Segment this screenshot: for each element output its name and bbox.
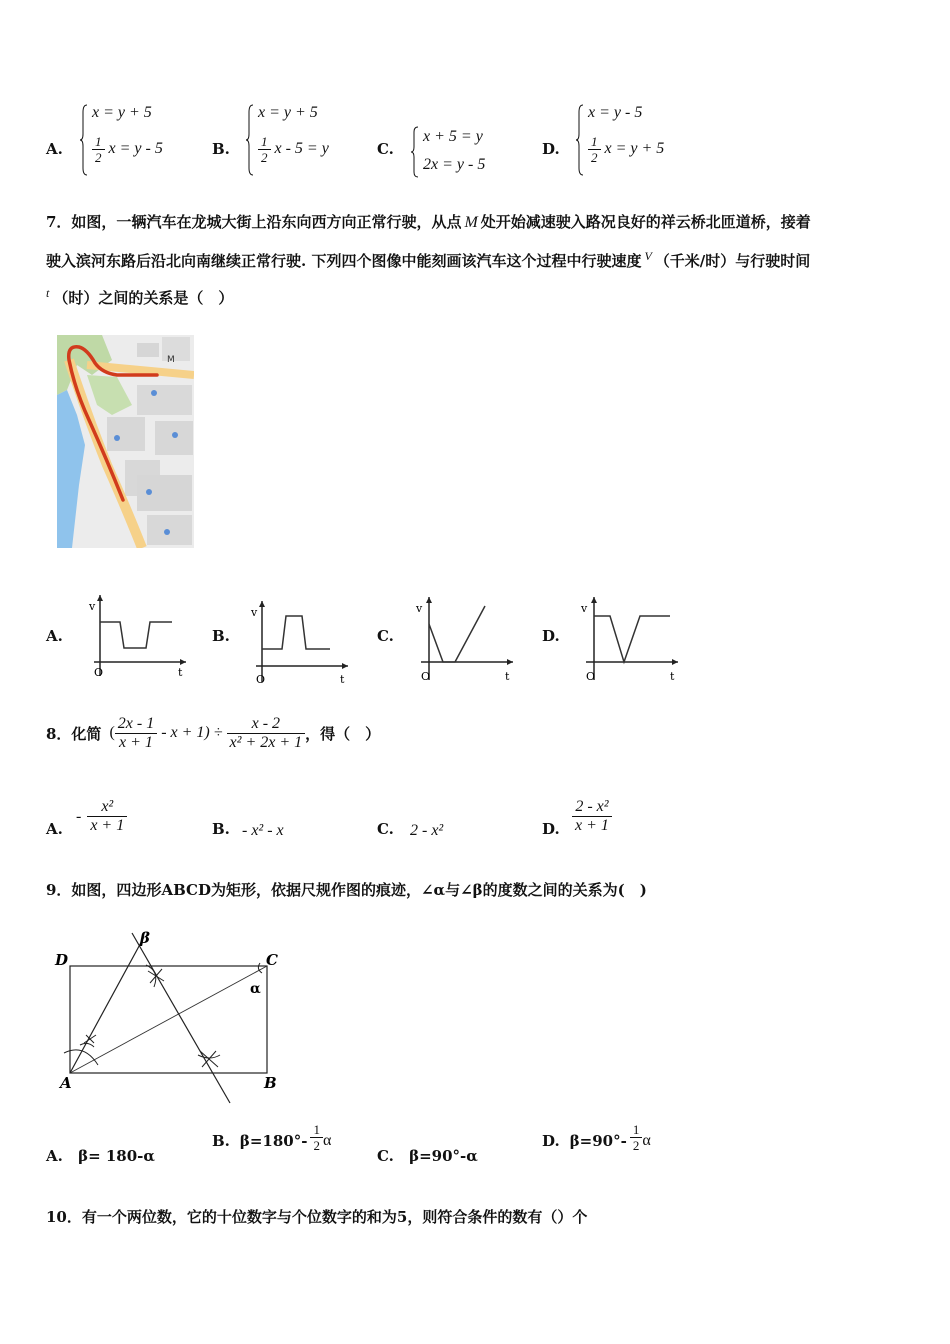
q6-option-c-label: C. xyxy=(377,140,394,158)
q8-option-b: - x² - x xyxy=(242,822,284,839)
q7-graph-c-label: C. xyxy=(377,627,394,645)
q7-map-image xyxy=(57,335,194,548)
q7-d-axis-t: t xyxy=(670,670,675,683)
q9-stem: 9．如图，四边形ABCD为矩形，依据尺规作图的痕迹，∠α与∠β的度数之间的关系为( ) xyxy=(46,881,647,899)
q9-angle-beta: β xyxy=(140,929,150,947)
q8-prefix: 8．化简 xyxy=(46,724,102,743)
q7-c-axis-t: t xyxy=(505,670,510,683)
q9-option-c: C. β=90°-α xyxy=(377,1147,478,1165)
q8-option-a: - $\frac{\text{x²}}{x + 1}$ xyxy=(76,798,127,835)
q9-angle-alpha: α xyxy=(250,981,261,997)
q7-a-axis-v: v xyxy=(89,600,96,613)
q6-option-b-label: B. xyxy=(212,140,230,158)
q7-graph-d xyxy=(578,594,683,684)
q9-option-a: A. β= 180-α xyxy=(46,1147,155,1165)
q6-c-row1: x + 5 = y xyxy=(423,128,483,145)
q8-frac1: $\frac{2x - 1}{x + 1}$ xyxy=(115,715,157,752)
q7-b-axis-v: v xyxy=(251,606,258,619)
q10-stem: 10．有一个两位数，它的十位数字与个位数字的和为5，则符合条件的数有（）个 xyxy=(46,1208,588,1226)
q7-graph-c xyxy=(413,594,518,684)
q8-suffix: ，得（ ） xyxy=(305,724,381,743)
q7-graph-a-label: A. xyxy=(46,627,63,645)
q7-a-axis-t: t xyxy=(178,666,183,679)
q6-c-row2: 2x = y - 5 xyxy=(423,156,486,173)
q7-a-axis-o: O xyxy=(94,666,104,679)
q9-option-d: D. β=90°- $\frac{1}{2}$ α xyxy=(542,1122,651,1153)
q7-c-axis-o: O xyxy=(421,670,431,683)
q6-a-row1: x = y + 5 xyxy=(92,104,152,121)
map-point-m-label: M xyxy=(167,355,175,365)
q9-point-c: C xyxy=(266,951,278,969)
q8-option-a-label: A. xyxy=(46,820,63,838)
q7-graph-b xyxy=(248,596,353,688)
q9-option-b: B. β=180°- $\frac{1}{2}$ α xyxy=(212,1122,332,1153)
q8-frac2: $\frac{x - 2}{\text{x² + 2x + 1}}$ xyxy=(227,715,306,752)
q9-point-a: A xyxy=(60,1074,72,1092)
q7-b-axis-t: t xyxy=(340,673,345,686)
q9-rectangle-figure xyxy=(50,925,290,1107)
q9-point-b: B xyxy=(264,1074,277,1092)
q7-d-axis-o: O xyxy=(586,670,596,683)
q6-b-row1: x = y + 5 xyxy=(258,104,318,121)
q8-option-d: $\frac{\text{2 - x²}}{x + 1}$ xyxy=(572,798,612,835)
q7-graph-b-label: B. xyxy=(212,627,230,645)
q9-point-d: D xyxy=(55,951,69,969)
q6-option-d-label: D. xyxy=(542,140,560,158)
q7-b-axis-o: O xyxy=(256,673,266,686)
q8-option-c-label: C. xyxy=(377,820,394,838)
q6-d-row1: x = y - 5 xyxy=(588,104,643,121)
q6-b-row2: $\frac{1}{2}$ x - 5 = y xyxy=(258,134,329,165)
q7-d-axis-v: v xyxy=(581,602,588,615)
q7-graph-a xyxy=(86,590,191,680)
q8-stem: 8．化简 ( $\frac{2x - 1}{x + 1}$ - x + 1) ÷ $\frac{x - 2}{\text{x² + 2x + 1}}$ ，得（ ） xyxy=(46,714,381,751)
q7-c-axis-v: v xyxy=(416,602,423,615)
q6-option-a-label: A. xyxy=(46,140,63,158)
q6-a-row2: $\frac{1}{2}$ x = y - 5 xyxy=(92,134,163,165)
q8-option-d-label: D. xyxy=(542,820,560,838)
q6-d-row2: $\frac{1}{2}$ x = y + 5 xyxy=(588,134,664,165)
q8-expr-mid: - x + 1) ÷ xyxy=(161,724,223,741)
q8-option-b-label: B. xyxy=(212,820,230,838)
q8-option-c: 2 - x² xyxy=(410,822,444,839)
q7-graph-d-label: D. xyxy=(542,627,560,645)
q7-stem-line1: 7．如图，一辆汽车在龙城大街上沿东向西方向正常行驶，从点 M 处开始减速驶入路况良好的祥云桥北匝道桥，接着 xyxy=(46,213,811,231)
q7-stem-line3: $^t$ （时）之间的关系是（ ） xyxy=(46,286,234,307)
q7-stem-line2: 驶入滨河东路后沿北向南继续正常行驶. 下列四个图像中能刻画该汽车这个过程中行驶速度 $^V$ （千米/时）与行驶时间 xyxy=(46,249,811,270)
